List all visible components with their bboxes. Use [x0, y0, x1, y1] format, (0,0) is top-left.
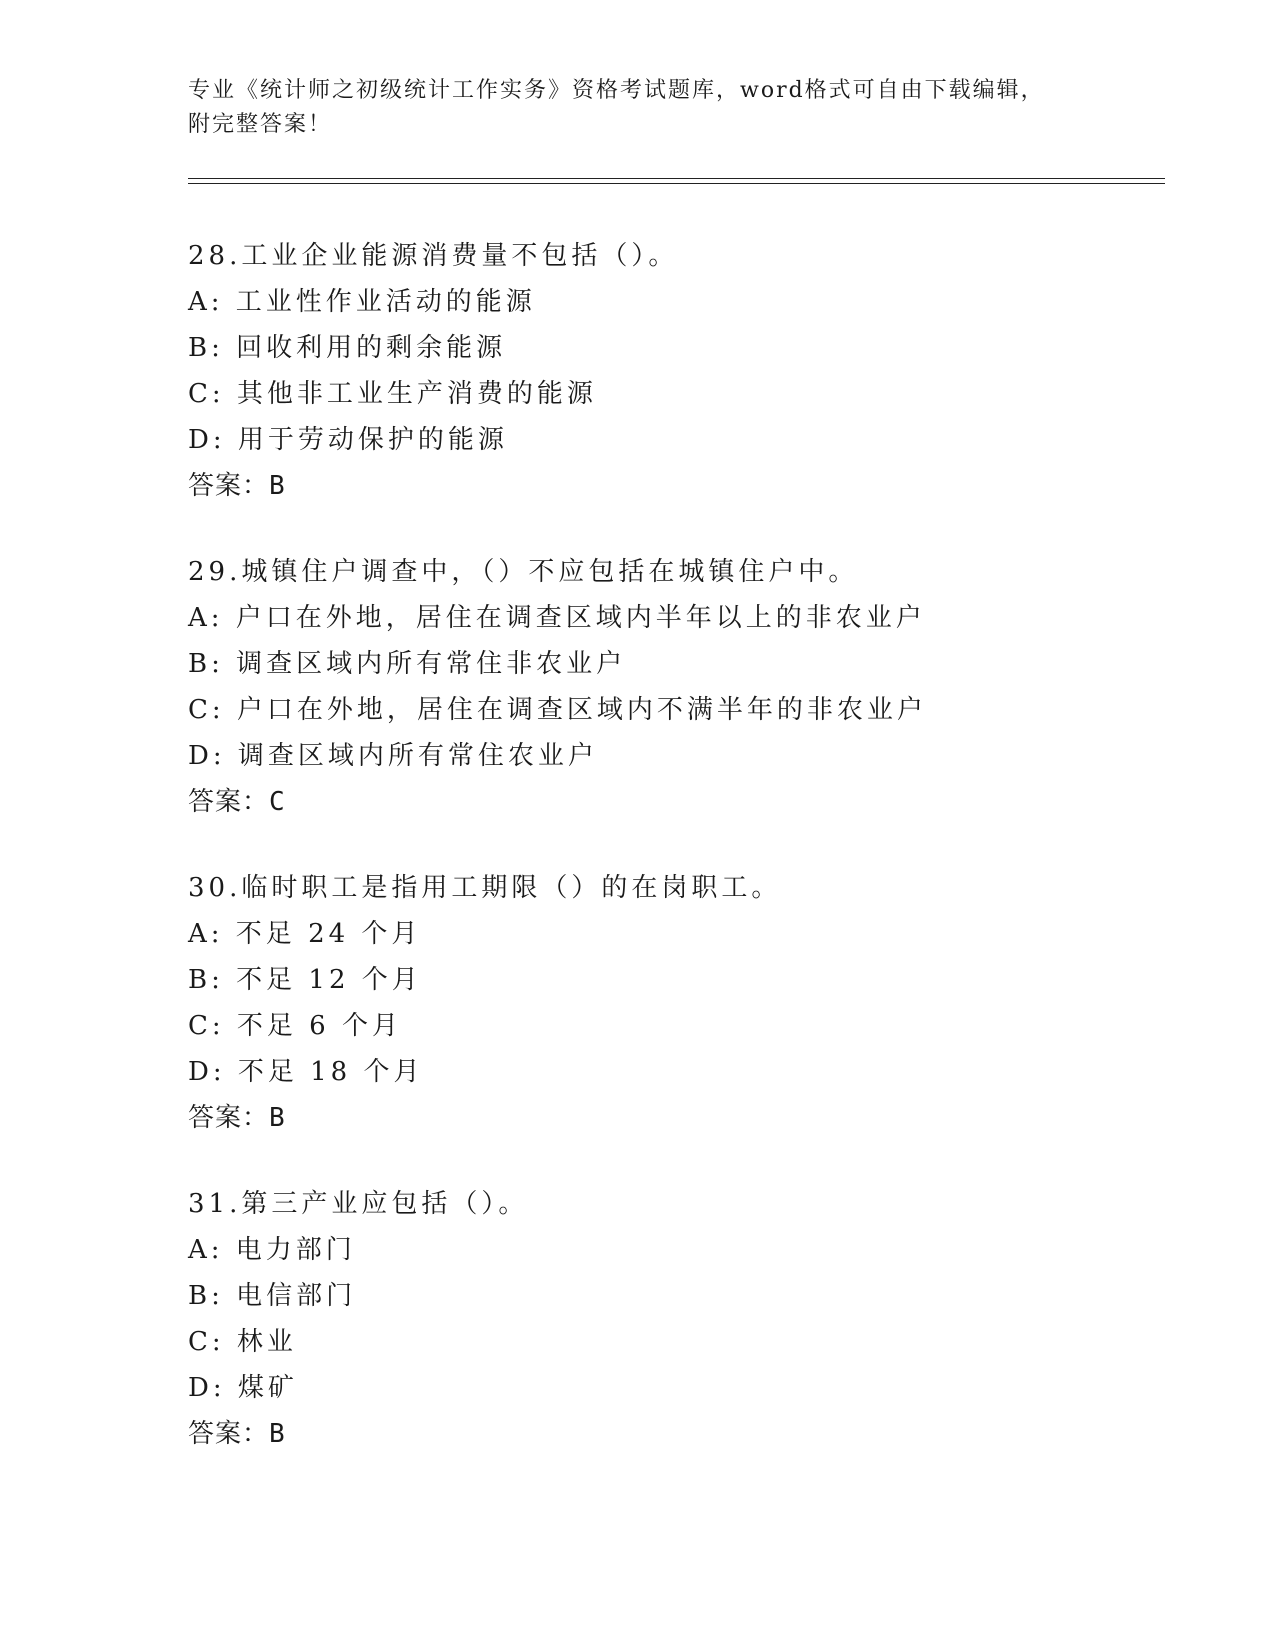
option-c: C: 不足 6 个月: [188, 1011, 402, 1041]
answer-label: 答案：: [188, 1103, 270, 1133]
option-b: B: 回收利用的剩余能源: [188, 333, 507, 363]
option-a: A: 工业性作业活动的能源: [188, 287, 536, 317]
option-c: C: 林业: [188, 1327, 297, 1357]
question-list: [188, 233, 1168, 1497]
header-divider-top: [188, 178, 1165, 179]
answer-line: [188, 779, 1168, 825]
question-stem: 30.临时职工是指用工期限（）的在岗职工。: [188, 873, 782, 903]
option-d: D: 煤矿: [188, 1373, 298, 1403]
question-30: [188, 865, 1168, 1141]
answer-label: 答案：: [188, 787, 270, 817]
answer-line: [188, 1411, 1168, 1457]
question-31: [188, 1181, 1168, 1457]
option-d: D: 用于劳动保护的能源: [188, 425, 508, 455]
question-stem: 29.城镇住户调查中，（）不应包括在城镇住户中。: [188, 557, 859, 587]
option-c: C: 户口在外地，居住在调查区域内不满半年的非农业户: [188, 695, 927, 725]
option-b: B: 不足 12 个月: [188, 965, 422, 995]
option-b: B: 电信部门: [188, 1281, 357, 1311]
answer-value: B: [269, 471, 286, 501]
header-divider-bottom: [188, 183, 1165, 184]
header-line-2: 附完整答案！: [188, 112, 333, 137]
option-c: C: 其他非工业生产消费的能源: [188, 379, 597, 409]
option-a: A: 不足 24 个月: [188, 919, 422, 949]
answer-line: [188, 1095, 1168, 1141]
answer-value: C: [269, 787, 286, 817]
answer-label: 答案：: [188, 471, 270, 501]
option-d: D: 不足 18 个月: [188, 1057, 424, 1087]
answer-line: [188, 463, 1168, 509]
answer-label: 答案：: [188, 1419, 270, 1449]
document-header: [188, 74, 1068, 142]
answer-value: B: [269, 1103, 286, 1133]
question-stem: 28.工业企业能源消费量不包括（）。: [188, 241, 679, 271]
question-28: [188, 233, 1168, 509]
option-a: A: 户口在外地，居住在调查区域内半年以上的非农业户: [188, 603, 926, 633]
answer-value: B: [269, 1419, 286, 1449]
option-a: A: 电力部门: [188, 1235, 356, 1265]
question-stem: 31.第三产业应包括（）。: [188, 1189, 529, 1219]
option-b: B: 调查区域内所有常住非农业户: [188, 649, 627, 679]
question-29: [188, 549, 1168, 825]
option-d: D: 调查区域内所有常住农业户: [188, 741, 598, 771]
header-line-1: 专业《统计师之初级统计工作实务》资格考试题库，word格式可自由下载编辑，: [188, 78, 1045, 103]
